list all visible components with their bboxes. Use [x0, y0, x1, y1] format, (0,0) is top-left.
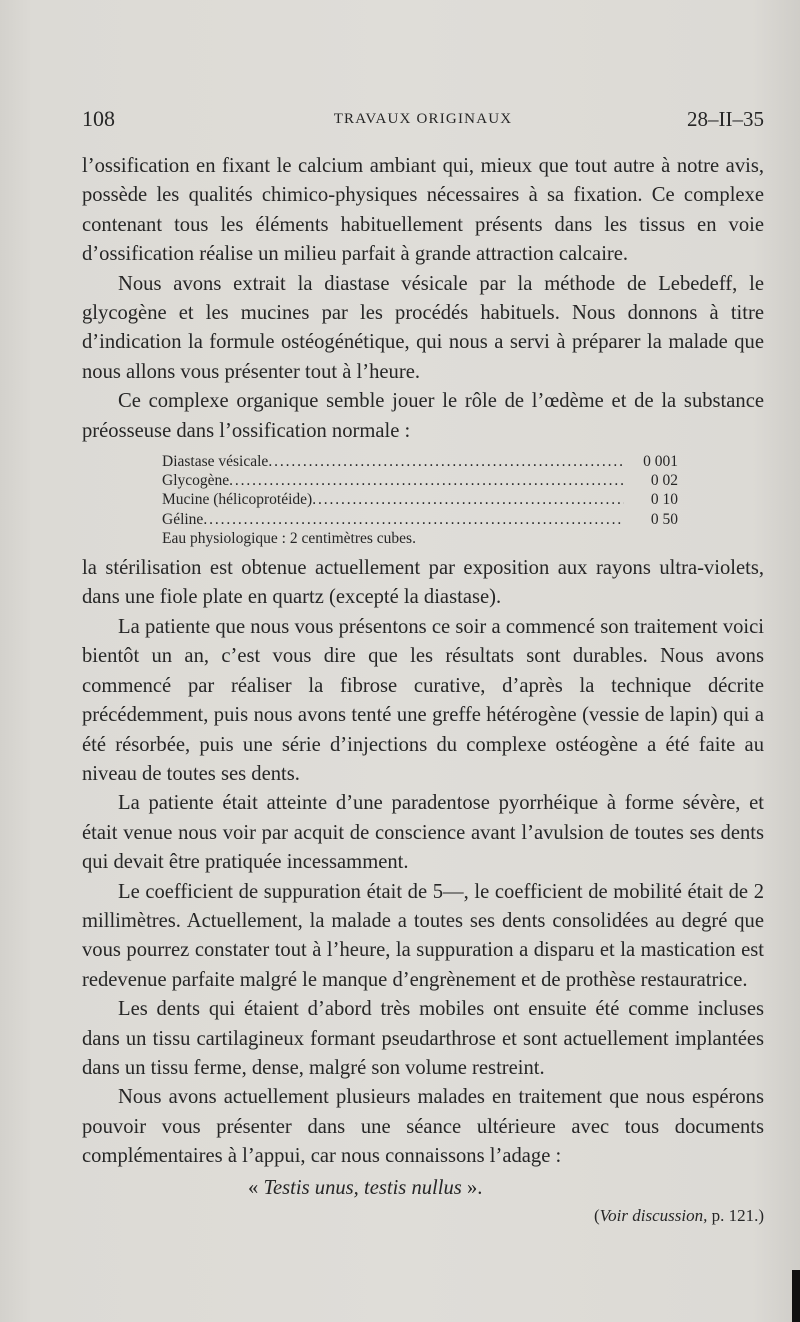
- page-number: 108: [82, 106, 115, 131]
- leader-dots: [268, 452, 624, 471]
- formula-row: [162, 452, 678, 471]
- discussion-reference: [82, 1203, 764, 1229]
- osteogenetic-formula: [162, 452, 678, 548]
- paragraph: la stérilisation est obtenue actuellement par exposition aux rayons ultra-violets, dans une fiole plate en quartz (excepté la diastase).: [82, 557, 764, 609]
- quote-close-mark: ».: [466, 1176, 483, 1199]
- scan-edge-mark: [792, 1270, 800, 1322]
- running-title: TRAVAUX ORIGINAUX: [333, 111, 513, 127]
- formula-ingredient: Glycogène: [162, 472, 230, 490]
- formula-solvent: Eau physiologique : 2 centimètres cubes.: [162, 529, 416, 547]
- formula-row: [162, 510, 678, 529]
- paragraph: Nous avons extrait la diastase vésicale par la méthode de Lebedeff, le glycogène et les mucines par les procédés habituels. Nous donnons à titre d’indication la formule ostéogénétique, qui nous a servi à préparer la malade que nous allons vous présenter tout à l’heure.: [82, 272, 764, 383]
- formula-quantity: 0 10: [650, 491, 678, 509]
- article-body: [82, 152, 764, 1229]
- leader-dots: [203, 510, 624, 529]
- reference-label: Voir discussion,: [599, 1206, 708, 1226]
- leader-dots: [312, 490, 624, 509]
- reference-page: p. 121.): [711, 1206, 764, 1226]
- paragraph: l’ossification en fixant le calcium ambiant qui, mieux que tout autre à notre avis, possède les qualités chimico-physiques nécessaires à sa fixation. Ce complexe contenant tous les éléments habituellement présents dans les tissus en voie d’ossification réalise un milieu parfait à grande attraction calcaire.: [82, 155, 764, 266]
- running-header: [82, 104, 764, 134]
- formula-ingredient: Mucine (hélicoprotéide): [162, 491, 313, 509]
- formula-row: [162, 471, 678, 490]
- paragraph: La patiente que nous vous présentons ce soir a commencé son traitement voici bientôt un an, c’est vous dire que les résultats sont durables. Nous avons commencé par réaliser la fibrose curative, d’après la technique décrite précédemment, puis nous avons tenté une greffe hétérogène (vessie de lapin) qui a été résorbée, puis une série d’injections du complexe ostéogène a été faite au niveau de toutes ses dents.: [82, 615, 764, 785]
- adage-text: Testis unus, testis nullus: [263, 1176, 462, 1199]
- paragraph: La patiente était atteinte d’une paradentose pyorrhéique à forme sévère, et était venue nous voir par acquit de conscience avant l’avulsion de toutes ses dents qui devait être pratiquée incessamment.: [82, 792, 764, 874]
- paragraph: Nous avons actuellement plusieurs malades en traitement que nous espérons pouvoir vous présenter dans une séance ultérieure avec tous documents complémentaires à l’appui, car nous connaissons l’adage :: [82, 1086, 764, 1168]
- paragraph: Les dents qui étaient d’abord très mobiles ont ensuite été comme incluses dans un tissu cartilagineux formant pseudarthrose et sont actuellement implantées dans un tissu ferme, dense, malgré son volume restreint.: [82, 998, 764, 1079]
- formula-quantity: 0 02: [650, 472, 678, 490]
- formula-quantity: 0 50: [650, 510, 678, 528]
- latin-adage: [82, 1174, 764, 1203]
- formula-row: [162, 490, 678, 509]
- quote-open-mark: «: [248, 1176, 259, 1199]
- header-date: 28–II–35: [687, 107, 764, 131]
- paragraph: Ce complexe organique semble jouer le rôle de l’œdème et de la substance préosseuse dans l’ossification normale :: [82, 390, 764, 442]
- leader-dots: [229, 471, 624, 490]
- paragraph: Le coefficient de suppuration était de 5—, le coefficient de mobilité était de 2 millimètres. Actuellement, la malade a toutes ses dents consolidées au degré que vous pourrez constater tout à l’heure, la suppuration a disparu et la mastication est redevenue parfaite malgré le manque d’engrènement et de prothèse restauratrice.: [82, 880, 764, 991]
- formula-ingredient: Géline: [162, 510, 204, 528]
- reference-open-paren: (: [593, 1206, 600, 1226]
- formula-ingredient: Diastase vésicale: [162, 453, 269, 471]
- formula-quantity: 0 001: [643, 453, 678, 471]
